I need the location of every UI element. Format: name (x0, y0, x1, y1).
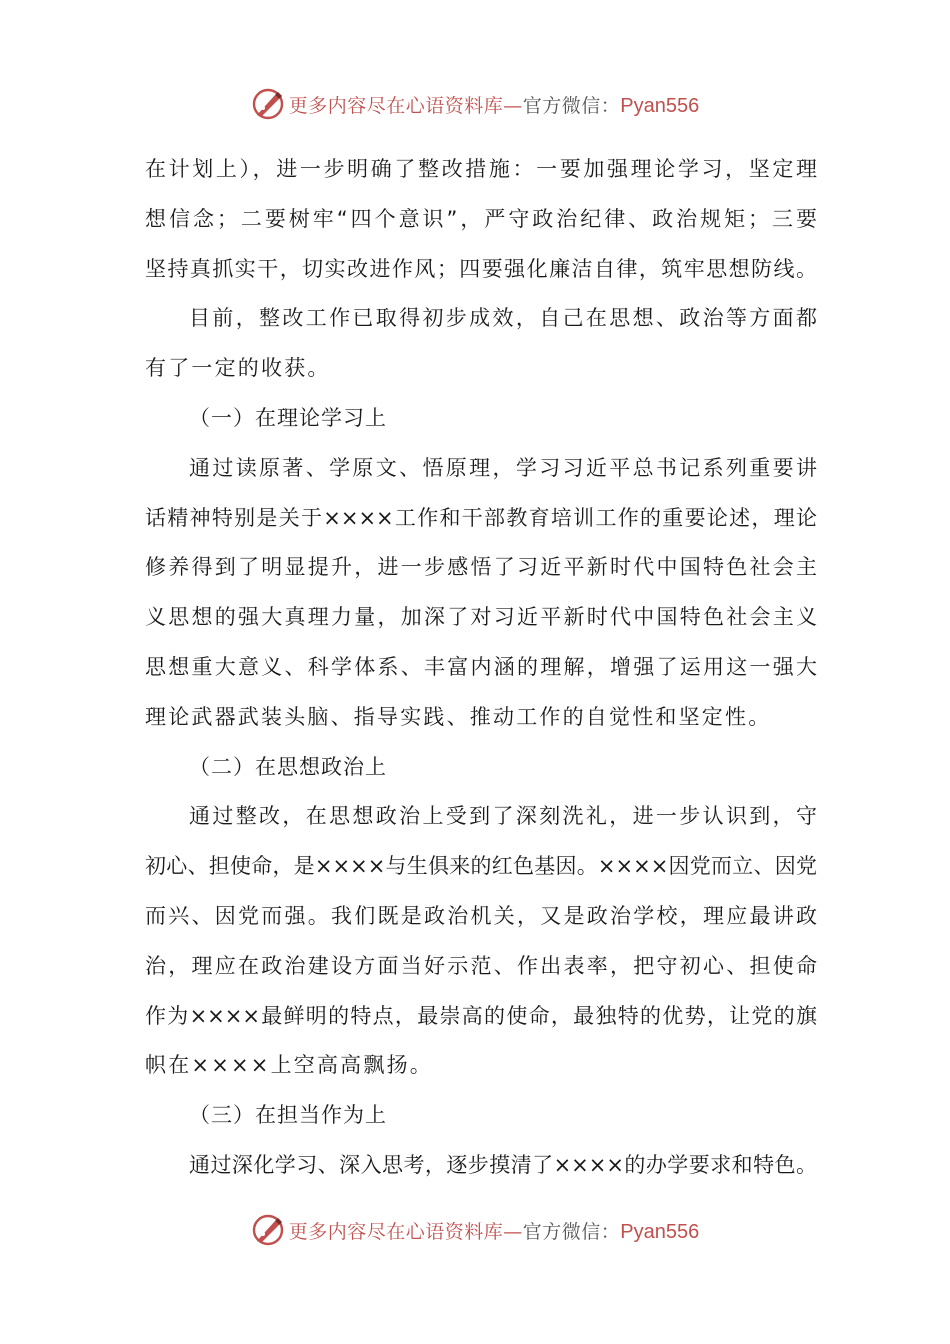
text-line: 义思想的强大真理力量，加深了对习近平新时代中国特色社会主义 (145, 605, 817, 630)
text-line: 而兴、因党而强。我们既是政治机关，又是政治学校，理应最讲政 (145, 903, 817, 928)
footer-watermark-banner (0, 1210, 950, 1250)
text-line: 在计划上），进一步明确了整改措施：一要加强理论学习，坚定理 (145, 157, 817, 181)
document-body (145, 145, 817, 1191)
text-line: 作为××××最鲜明的特点，最崇高的使命，最独特的优势，让党的旗 (145, 1003, 817, 1028)
text-line: 修养得到了明显提升，进一步感悟了习近平新时代中国特色社会主 (145, 555, 817, 580)
text-line: 通过深化学习、深入思考，逐步摸清了××××的办学要求和特色。 (189, 1152, 817, 1177)
text-line: 话精神特别是关于××××工作和干部教育培训工作的重要论述，理论 (145, 505, 817, 530)
text-line: 初心、担使命，是××××与生俱来的红色基因。××××因党而立、因党 (145, 854, 817, 879)
pen-logo-icon (251, 87, 285, 121)
text-line: 通过读原著、学原文、悟原理，学习习近平总书记系列重要讲 (189, 455, 817, 480)
text-line: 坚持真抓实干，切实改进作风；四要强化廉洁自律，筑牢思想防线。 (145, 256, 817, 281)
section-heading: （三）在担当作为上 (189, 1103, 387, 1128)
banner-text: 更多内容尽在心语资料库—官方微信：Pyan556 (288, 1220, 700, 1243)
section-heading: （二）在思想政治上 (189, 754, 387, 779)
text-line: 治，理应在政治建设方面当好示范、作出表率，把守初心、担使命 (145, 953, 817, 978)
text-line: 思想重大意义、科学体系、丰富内涵的理解，增强了运用这一强大 (145, 654, 817, 679)
text-line: 有了一定的收获。 (145, 356, 331, 381)
pen-logo-icon (251, 1213, 285, 1247)
header-watermark-banner (0, 84, 950, 124)
text-line: 目前，整改工作已取得初步成效，自己在思想、政治等方面都 (189, 306, 817, 331)
banner-text: 更多内容尽在心语资料库—官方微信：Pyan556 (288, 94, 700, 117)
text-line: 帜在××××上空高高飘扬。 (145, 1053, 433, 1078)
section-heading: （一）在理论学习上 (189, 405, 387, 430)
text-line: 想信念；二要树牢“四个意识”，严守政治纪律、政治规矩；三要 (145, 206, 817, 231)
text-line: 通过整改，在思想政治上受到了深刻洗礼，进一步认识到，守 (189, 804, 817, 829)
text-line: 理论武器武装头脑、指导实践、推动工作的自觉性和坚定性。 (145, 704, 772, 729)
